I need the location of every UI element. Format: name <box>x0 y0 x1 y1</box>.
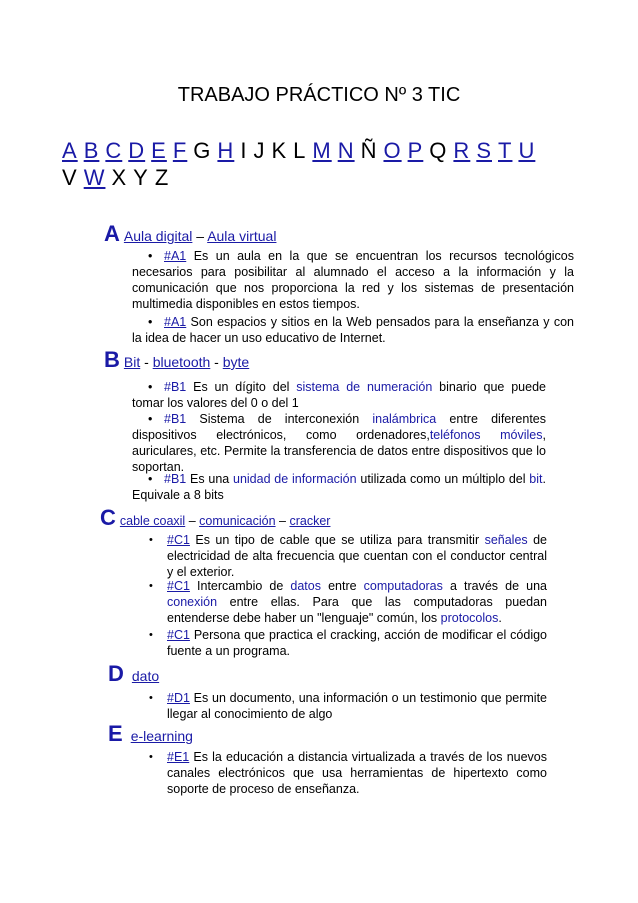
link-conexion[interactable]: conexión <box>167 595 218 609</box>
link-datos[interactable]: datos <box>290 579 321 593</box>
section-b-heading: B Bit - bluetooth - byte <box>104 347 250 372</box>
anchor-c1[interactable]: #C1 <box>167 579 190 593</box>
list-item: • #E1 Es la educación a distancia virtualizada a través de los nuevos canales electrónicos que usa herramientas de hipertexto como soporte de proceso de enseñanza. <box>167 749 547 797</box>
list-item: • #C1 Intercambio de datos entre computadoras a través de una conexión entre ellas. Para que las computadoras puedan entenderse debe haber un "lenguaje" común, los protocolos. <box>167 578 547 626</box>
list-item: • #B1 Es una unidad de información utilizada como un múltiplo del bit. Equivale a 8 bits <box>132 472 546 502</box>
link-byte[interactable]: byte <box>222 354 250 370</box>
alphabet-index-line1 <box>62 138 541 164</box>
list-item: • #A1 Es un aula en la que se encuentran los recursos tecnológicos necesarios para posibilitar al alumnado el acceso a la información y la comunicación que nos proporciona la red y los sistemas de presentación multimedia disponibles en estos tiempos. <box>132 249 574 311</box>
list-item: • #A1 Son espacios y sitios en la Web pensados para la enseñanza y con la idea de hacer un uso educativo de Internet. <box>132 315 574 345</box>
section-c-heading: Ccable coaxil – comunicación – cracker <box>100 505 331 530</box>
alphabet-letter-t[interactable]: T <box>498 138 513 163</box>
anchor-a1[interactable]: #A1 <box>164 315 187 329</box>
link-sistema-numeracion[interactable]: sistema de numeración <box>296 380 433 394</box>
link-bit-inline[interactable]: bit <box>529 472 543 486</box>
anchor-e1[interactable]: #E1 <box>167 750 190 764</box>
alphabet-letter-ñ: Ñ <box>360 138 378 163</box>
alphabet-letter-g: G <box>193 138 212 163</box>
section-letter: D <box>108 661 124 686</box>
alphabet-letter-b[interactable]: B <box>83 138 100 163</box>
section-letter: C <box>100 505 116 530</box>
alphabet-letter-c[interactable]: C <box>105 138 123 163</box>
anchor-c1[interactable]: #C1 <box>167 533 190 547</box>
alphabet-letter-p[interactable]: P <box>407 138 424 163</box>
list-item: • #B1 Sistema de interconexión inalámbrica entre diferentes dispositivos electrónicos, como ordenadores,teléfonos móviles, auriculares, etc. Permite la transferencia de datos entre dispositivos que lo soportan. <box>132 412 546 474</box>
section-letter: B <box>104 347 120 372</box>
alphabet-letter-e[interactable]: E <box>151 138 167 163</box>
alphabet-letter-d[interactable]: D <box>128 138 146 163</box>
link-senales[interactable]: señales <box>484 533 528 547</box>
link-cracker[interactable]: cracker <box>289 514 331 528</box>
link-aula-virtual[interactable]: Aula virtual <box>207 228 277 244</box>
alphabet-letter-z: Z <box>154 165 170 190</box>
anchor-a1[interactable]: #A1 <box>164 249 187 263</box>
link-bluetooth[interactable]: bluetooth <box>152 354 211 370</box>
alphabet-letter-o[interactable]: O <box>383 138 402 163</box>
alphabet-letter-q: Q <box>429 138 448 163</box>
link-bit[interactable]: Bit <box>123 354 141 370</box>
anchor-b1: #B1 <box>164 380 187 394</box>
alphabet-letter-n[interactable]: N <box>337 138 355 163</box>
alphabet-letter-f[interactable]: F <box>172 138 188 163</box>
alphabet-letter-k: K <box>271 138 288 163</box>
alphabet-letter-m[interactable]: M <box>312 138 332 163</box>
alphabet-letter-s[interactable]: S <box>476 138 492 163</box>
alphabet-letter-x: X <box>111 165 128 190</box>
alphabet-letter-v: V <box>62 165 78 190</box>
alphabet-letter-a[interactable]: A <box>62 138 78 163</box>
section-letter: A <box>104 221 120 246</box>
link-e-learning[interactable]: e-learning <box>130 728 193 744</box>
list-item: • #C1 Persona que practica el cracking, acción de modificar el código fuente a un programa. <box>167 627 547 659</box>
section-letter: E <box>108 721 123 746</box>
link-cable-coaxil[interactable]: cable coaxil <box>119 514 186 528</box>
page-title: TRABAJO PRÁCTICO Nº 3 TIC <box>177 84 461 106</box>
link-protocolos[interactable]: protocolos <box>440 611 499 625</box>
alphabet-index-line2 <box>62 165 175 191</box>
alphabet-letter-r[interactable]: R <box>453 138 471 163</box>
list-item: • #B1 Es un dígito del sistema de numeración binario que puede tomar los valores del 0 o del 1 <box>132 380 546 410</box>
section-e-heading <box>108 721 193 746</box>
link-telefonos-moviles[interactable]: teléfonos móviles <box>429 428 543 442</box>
alphabet-letter-u[interactable]: U <box>518 138 536 163</box>
alphabet-letter-j: J <box>253 138 266 163</box>
anchor-d1[interactable]: #D1 <box>167 691 190 705</box>
alphabet-letter-l: L <box>293 138 307 163</box>
link-unidad-informacion[interactable]: unidad de información <box>233 472 357 486</box>
link-dato[interactable]: dato <box>131 668 160 684</box>
alphabet-letter-w[interactable]: W <box>83 165 106 190</box>
link-comunicacion[interactable]: comunicación <box>199 514 276 528</box>
section-d-heading <box>108 661 160 686</box>
alphabet-letter-y: Y <box>133 165 149 190</box>
section-a-heading: A Aula digital – Aula virtual <box>104 221 277 246</box>
alphabet-letter-h[interactable]: H <box>217 138 235 163</box>
link-inalambrica[interactable]: inalámbrica <box>372 412 437 426</box>
list-item: • #D1 Es un documento, una información o un testimonio que permite llegar al conocimiento de algo <box>167 690 547 722</box>
list-item: • #C1 Es un tipo de cable que se utiliza para transmitir señales de electricidad de alta frecuencia que cuentan con el conductor central y el exterior. <box>167 532 547 580</box>
link-computadoras[interactable]: computadoras <box>363 579 443 593</box>
anchor-c1[interactable]: #C1 <box>167 628 190 642</box>
link-aula-digital[interactable]: Aula digital <box>123 228 193 244</box>
alphabet-letter-i: I <box>240 138 248 163</box>
